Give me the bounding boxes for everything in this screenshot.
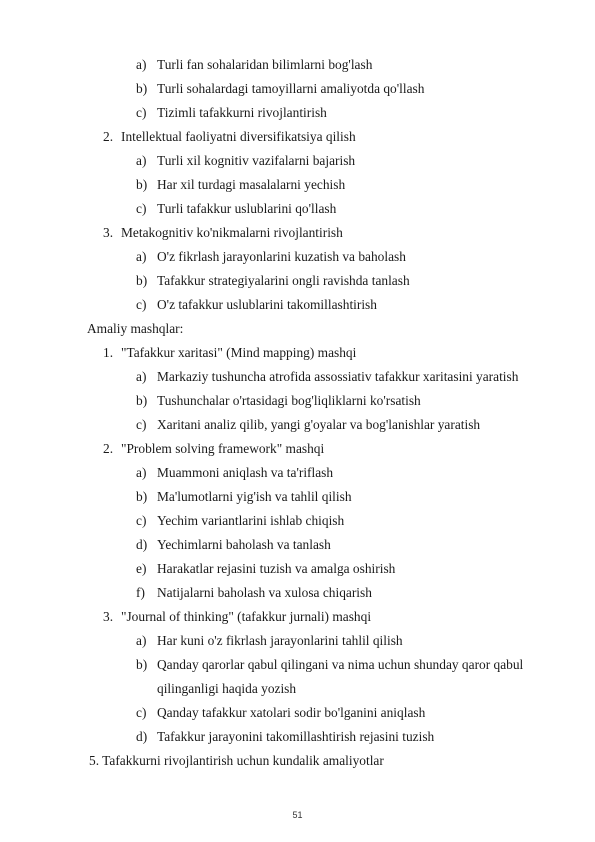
list-item-text: Qanday qarorlar qabul qilingani va nima uchun shunday qaror qabul: [157, 657, 524, 672]
list-item-text: Tafakkur strategiyalarini ongli ravishda tanlash: [157, 273, 410, 288]
list-item-text: Tafakkur jarayonini takomillashtirish rejasini tuzish: [157, 729, 435, 744]
list-marker: 3.: [103, 609, 114, 624]
list-item-text: Natijalarni baholash va xulosa chiqarish: [157, 585, 372, 600]
list-item-text: O'z fikrlash jarayonlarini kuzatish va baholash: [157, 249, 406, 264]
list-item-text: Markaziy tushuncha atrofida assossiativ tafakkur xaritasini yaratish: [157, 369, 519, 384]
list-marker: c): [136, 201, 147, 216]
list-item-text: Yechimlarni baholash va tanlash: [157, 537, 331, 552]
list-marker: c): [136, 417, 147, 432]
list-marker: a): [136, 249, 147, 264]
list-marker: b): [136, 273, 148, 288]
list-item-text: "Journal of thinking" (tafakkur jurnali) mashqi: [121, 609, 372, 624]
paragraph-text: 5. Tafakkurni rivojlantirish uchun kundalik amaliyotlar: [89, 753, 384, 768]
list-item-text: Tizimli tafakkurni rivojlantirish: [157, 105, 327, 120]
list-item-text: Tushunchalar o'rtasidagi bog'liqliklarni ko'rsatish: [157, 393, 421, 408]
list-marker: b): [136, 177, 148, 192]
list-marker: 1.: [103, 345, 114, 360]
list-item-text: Har xil turdagi masalalarni yechish: [157, 177, 346, 192]
list-item-text: Harakatlar rejasini tuzish va amalga oshirish: [157, 561, 396, 576]
list-marker: 2.: [103, 441, 114, 456]
list-marker: c): [136, 705, 147, 720]
list-marker: b): [136, 393, 148, 408]
list-item-text: Turli tafakkur uslublarini qo'llash: [157, 201, 337, 216]
list-item-text: "Problem solving framework" mashqi: [121, 441, 325, 456]
list-marker: a): [136, 369, 147, 384]
list-marker: a): [136, 633, 147, 648]
list-item-text: Ma'lumotlarni yig'ish va tahlil qilish: [157, 489, 352, 504]
paragraph-text: qilinganligi haqida yozish: [157, 681, 297, 696]
list-item-text: Xaritani analiz qilib, yangi g'oyalar va bog'lanishlar yaratish: [157, 417, 481, 432]
list-marker: b): [136, 81, 148, 96]
list-item-text: Har kuni o'z fikrlash jarayonlarini tahlil qilish: [157, 633, 403, 648]
list-marker: c): [136, 513, 147, 528]
list-marker: c): [136, 297, 147, 312]
list-item-text: Turli xil kognitiv vazifalarni bajarish: [157, 153, 356, 168]
list-marker: f): [136, 585, 145, 600]
list-item-text: Muammoni aniqlash va ta'riflash: [157, 465, 334, 480]
list-marker: a): [136, 465, 147, 480]
list-marker: d): [136, 537, 148, 552]
list-item-text: "Tafakkur xaritasi" (Mind mapping) mashqi: [121, 345, 357, 360]
list-marker: c): [136, 105, 147, 120]
list-item-text: O'z tafakkur uslublarini takomillashtirish: [157, 297, 377, 312]
list-marker: d): [136, 729, 148, 744]
list-marker: 3.: [103, 225, 114, 240]
list-marker: b): [136, 657, 148, 672]
list-item-text: Turli fan sohalaridan bilimlarni bog'lash: [157, 57, 373, 72]
list-item-text: Metakognitiv ko'nikmalarni rivojlantirish: [121, 225, 343, 240]
list-marker: a): [136, 57, 147, 72]
list-marker: 2.: [103, 129, 114, 144]
list-item-text: Qanday tafakkur xatolari sodir bo'lganini aniqlash: [157, 705, 426, 720]
paragraph-text: Amaliy mashqlar:: [87, 321, 184, 336]
list-item-text: Intellektual faoliyatni diversifikatsiya qilish: [121, 129, 356, 144]
list-marker: a): [136, 153, 147, 168]
list-item-text: Yechim variantlarini ishlab chiqish: [157, 513, 345, 528]
list-marker: b): [136, 489, 148, 504]
list-item-text: Turli sohalardagi tamoyillarni amaliyotda qo'llash: [157, 81, 425, 96]
list-marker: e): [136, 561, 147, 576]
page-number: 51: [292, 810, 303, 820]
